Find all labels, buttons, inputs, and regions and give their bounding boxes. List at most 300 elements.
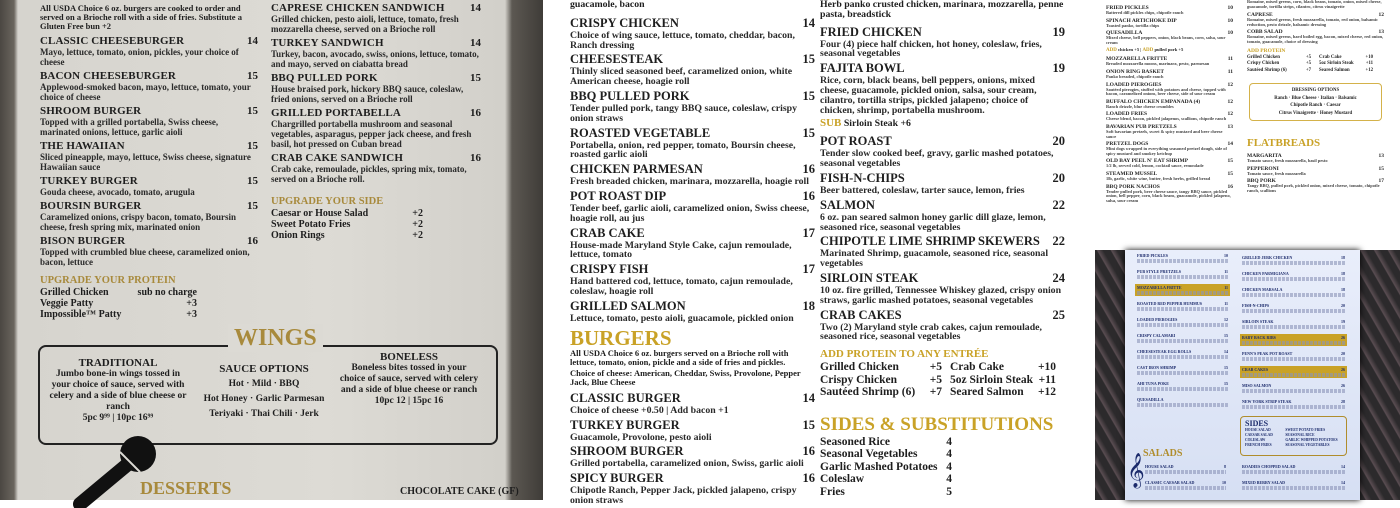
menu-item bbox=[40, 105, 258, 137]
menu-item bbox=[1106, 56, 1233, 67]
item-name: SIRLOIN STEAK bbox=[820, 270, 919, 285]
treble-clef-icon bbox=[1127, 450, 1143, 488]
traditional-desc: Jumbo bone-in wings tossed in your choice of sauce, served with celery and a side of blue cheese or ranch bbox=[49, 369, 187, 412]
option-item bbox=[40, 309, 205, 320]
item-name: SIRLOIN STEAK bbox=[1242, 319, 1274, 324]
item-name: FRIED CHICKEN bbox=[820, 24, 922, 39]
item-name: PRETZEL DOGS bbox=[1106, 141, 1149, 148]
boneless-title: BONELESS bbox=[379, 351, 439, 363]
add-protein-list bbox=[1247, 55, 1384, 75]
item-description bbox=[1242, 357, 1345, 361]
option-item bbox=[1247, 68, 1319, 75]
item-description bbox=[1242, 389, 1345, 393]
item-description: 10 oz. fire grilled, Tennessee Whiskey glazed, crispy onion straws, garlic mashed potatoes, seasonal vegetables bbox=[820, 284, 1062, 306]
item-name: ONION RING BASKET bbox=[1106, 68, 1165, 75]
add-label: ADD bbox=[1142, 48, 1154, 54]
side-item: SEASONAL VEGETABLES bbox=[1285, 443, 1330, 447]
item-price: 11 bbox=[1224, 301, 1228, 306]
item-price: 12 bbox=[1224, 317, 1228, 322]
option-price: +5 bbox=[1305, 61, 1311, 67]
item-description: 6 oz. pan seared salmon honey garlic dill glaze, lemon, seasoned rice, seasonal vegetables bbox=[820, 211, 1046, 233]
option-name: Seared Salmon bbox=[950, 386, 1024, 399]
item-price: 18 bbox=[1341, 255, 1345, 260]
menu-item bbox=[1240, 270, 1347, 282]
item-price: 10 bbox=[1222, 480, 1226, 485]
item-name: QUESADILLA bbox=[1106, 30, 1143, 37]
item-price: 22 bbox=[1052, 234, 1065, 249]
entree-list bbox=[1240, 254, 1347, 414]
traditional-title: TRADITIONAL bbox=[78, 357, 158, 369]
item-description: Caramelized onions, crispy bacon, tomato, Boursin cheese, fresh spring mix, marinated onion bbox=[40, 212, 237, 232]
sandwich-list bbox=[271, 2, 481, 184]
item-description: Turkey, bacon, avocado, swiss, onions, lettuce, tomato, and mayo, served on ciabatta bread bbox=[271, 49, 479, 69]
item-name: STEAMED MUSSEL bbox=[1106, 170, 1158, 177]
item-description: Grilled portabella, caramelized onion, Swiss, garlic aioli bbox=[570, 458, 804, 470]
item-price: 14 bbox=[802, 15, 815, 30]
item-description bbox=[1242, 261, 1345, 265]
burgers-intro: All USDA Choice 6 oz. burgers are cooked to order and served on a Brioche roll with a side of fries. Substitute a Gluten Free bun +2 bbox=[40, 3, 242, 31]
item-description: Mixed cheese, bell peppers, onion, black beans, corn, salsa, sour cream bbox=[1106, 35, 1226, 45]
item-price: 19 bbox=[1052, 61, 1065, 76]
menu-item bbox=[1247, 29, 1384, 44]
item-price: 16 bbox=[470, 107, 481, 119]
item-name: BBQ PORK NACHOS bbox=[1106, 183, 1160, 190]
item-name: BBQ PORK bbox=[1247, 178, 1276, 185]
burger-list bbox=[40, 35, 258, 267]
option-item bbox=[40, 287, 205, 298]
menu-item bbox=[1106, 141, 1233, 156]
item-price: 10 bbox=[1227, 30, 1233, 37]
flatbreads-title: FLATBREADS bbox=[1247, 137, 1321, 150]
item-price: 13 bbox=[1378, 29, 1384, 36]
menu-item bbox=[820, 171, 1065, 196]
menu-item bbox=[40, 140, 258, 172]
item-description bbox=[1242, 373, 1345, 377]
item-name: GRILLED JERK CHICKEN bbox=[1242, 255, 1293, 260]
menu-item bbox=[1106, 5, 1233, 16]
item-name: SALMON bbox=[820, 197, 875, 212]
item-name: CAPRESE bbox=[1247, 12, 1273, 19]
upgrade-protein-list bbox=[40, 287, 205, 320]
menu-item bbox=[1135, 316, 1230, 328]
item-price: 28 bbox=[1341, 399, 1345, 404]
item-description: Panko breaded, chipotle ranch bbox=[1106, 73, 1164, 79]
dessert-item: CHOCOLATE CAKE (GF) bbox=[400, 486, 519, 497]
item-price: 13 bbox=[1378, 153, 1384, 160]
option-name: Caesar or House Salad bbox=[271, 208, 369, 219]
item-price: 17 bbox=[802, 225, 815, 240]
side-item: FRENCH FRIES bbox=[1245, 443, 1272, 447]
item-description bbox=[1137, 355, 1228, 359]
menu-item bbox=[271, 107, 481, 149]
item-description bbox=[1242, 277, 1345, 281]
item-description bbox=[1137, 387, 1228, 391]
item-name: BACON CHEESEBURGER bbox=[40, 70, 176, 82]
option-price: +11 bbox=[1365, 61, 1373, 67]
item-description bbox=[1242, 309, 1345, 313]
item-price: 15 bbox=[247, 175, 258, 187]
item-name: ROADIES CHOPPED SALAD bbox=[1242, 464, 1296, 469]
option-price: +12 bbox=[1365, 67, 1373, 73]
item-price: 17 bbox=[802, 262, 815, 277]
flatbread-list bbox=[1247, 153, 1384, 193]
item-price: 25 bbox=[1052, 307, 1065, 322]
item-description: Tomato sauce, fresh mozzarella, basil pesto bbox=[1247, 158, 1328, 164]
option-item bbox=[950, 386, 1064, 399]
menu-item bbox=[570, 262, 815, 297]
item-price: 26 bbox=[1341, 367, 1345, 372]
item-price: 16 bbox=[802, 162, 815, 177]
menu-item bbox=[1106, 99, 1233, 110]
option-name: Seasoned Rice bbox=[820, 435, 890, 448]
item-price: 14 bbox=[802, 390, 815, 405]
item-name: CHIPOTLE LIME SHRIMP SKEWERS bbox=[820, 234, 1040, 249]
item-name: BISON BURGER bbox=[40, 235, 126, 247]
item-name: CHICKEN PARMESAN bbox=[570, 162, 703, 177]
item-description: Hand battered cod, lettuce, tomato, cajun remoulade, coleslaw, hoagie roll bbox=[570, 276, 793, 297]
item-description bbox=[1137, 323, 1228, 327]
appetizer-list bbox=[1106, 56, 1233, 203]
menu-item bbox=[820, 308, 1065, 343]
item-price: 15 bbox=[1378, 165, 1384, 172]
traditional-price: 5pc 9⁹⁹ | 10pc 16⁹⁹ bbox=[82, 413, 154, 423]
menu-item bbox=[1106, 18, 1233, 29]
item-price: 15 bbox=[1224, 333, 1228, 338]
option-name: Veggie Patty bbox=[40, 298, 94, 309]
option-price: 4 bbox=[946, 460, 952, 473]
item-price: 10 bbox=[1224, 253, 1228, 258]
option-name: Crispy Chicken bbox=[820, 373, 897, 386]
sandwiches-column bbox=[271, 2, 481, 241]
item-price: 11 bbox=[1227, 56, 1233, 63]
wings-title: WINGS bbox=[228, 324, 323, 352]
item-name: MARGARITA bbox=[1247, 153, 1282, 160]
menu-item bbox=[1106, 184, 1233, 204]
item-description bbox=[1137, 403, 1228, 407]
appetizer-list bbox=[1106, 5, 1233, 45]
item-name: CRISPY CHICKEN bbox=[570, 15, 679, 30]
item-description: Chipotle Ranch, Pepper Jack, pickled jalapeno, crispy onion straws bbox=[570, 485, 797, 506]
add-ons-line: ADD chicken +5 | ADD pulled pork +5 bbox=[1106, 47, 1184, 54]
menu-item bbox=[1106, 111, 1233, 122]
menu-item bbox=[1135, 348, 1230, 360]
item-description: House braised pork, hickory BBQ sauce, coleslaw, fried onions, served on a Brioche roll bbox=[271, 84, 464, 104]
side-item: HOUSE SALAD bbox=[1245, 428, 1271, 432]
menu-item bbox=[570, 299, 815, 324]
sides-title: SIDES bbox=[1245, 419, 1269, 428]
menu-item bbox=[1106, 69, 1233, 80]
item-price: 18 bbox=[802, 298, 815, 313]
menu-item bbox=[570, 89, 815, 124]
item-price: 12 bbox=[1227, 98, 1233, 105]
option-name: Impossible™ Patty bbox=[40, 309, 122, 320]
menu-item bbox=[1247, 178, 1384, 193]
item-price: 15 bbox=[247, 200, 258, 212]
item-price: 11 bbox=[1227, 68, 1233, 75]
menu-item bbox=[820, 234, 1065, 269]
menu-item bbox=[1240, 479, 1347, 491]
item-name: MOZZARELLA FRITTE bbox=[1106, 56, 1168, 63]
menu-item bbox=[40, 70, 258, 102]
item-price: 13 bbox=[1227, 123, 1233, 130]
add-protein-title: ADD PROTEIN TO ANY ENTRÉE bbox=[820, 348, 989, 361]
option-item bbox=[820, 386, 950, 399]
item-price: 18 bbox=[1341, 271, 1345, 276]
item-description: Rice, corn, black beans, bell peppers, onions, mixed cheese, guacamole, pickled onion, salsa, sour cream, cilantro, tortilla strips, pickled jalapeno; choice of chicken, shrimp, portabella mushroom. bbox=[820, 75, 1037, 116]
item-description bbox=[1242, 405, 1345, 409]
item-name: MOZZARELLA FRITTE bbox=[1137, 285, 1182, 290]
item-price: 14 bbox=[1227, 141, 1233, 148]
item-price: 14 bbox=[1224, 349, 1228, 354]
item-description: 1/2 lb, served cold, lemon, cocktail sauce, remoulade bbox=[1106, 163, 1204, 169]
option-name: Grilled Chicken bbox=[820, 361, 899, 374]
option-name: 5oz Sirloin Steak bbox=[950, 373, 1034, 386]
item-name: OLD BAY PEEL N' EAT SHRIMP bbox=[1106, 158, 1189, 165]
menu-item bbox=[570, 391, 815, 416]
menu-item bbox=[271, 152, 481, 184]
item-name: GRILLED SALMON bbox=[570, 298, 686, 313]
option-name: 5oz Sirloin Steak bbox=[1319, 61, 1354, 67]
option-price: +5 bbox=[929, 361, 942, 374]
menu-item bbox=[40, 200, 258, 232]
item-price: 16 bbox=[470, 152, 481, 164]
item-name: BBQ PULLED PORK bbox=[271, 72, 378, 84]
item-description bbox=[1145, 470, 1226, 474]
item-name: ROASTED RED PEPPER HUMMUS bbox=[1137, 301, 1203, 306]
menu-item bbox=[570, 162, 815, 187]
item-price: 11 bbox=[1224, 269, 1228, 274]
item-name: CLASSIC CHEESEBURGER bbox=[40, 35, 185, 47]
item-name: TURKEY SANDWICH bbox=[271, 37, 384, 49]
menu-item bbox=[1240, 254, 1347, 266]
menu-item bbox=[1240, 398, 1347, 410]
entree-list bbox=[820, 25, 1065, 116]
item-price: 15 bbox=[247, 70, 258, 82]
dressing-line: Citrus Vinaigrette · Honey Mustard bbox=[1278, 110, 1353, 116]
salads-column bbox=[1247, 0, 1384, 195]
menu-item bbox=[1143, 479, 1228, 491]
item-description bbox=[1242, 325, 1345, 329]
item-description: Tender pulled pork, tangy BBQ sauce, coleslaw, crispy onion straws bbox=[570, 102, 797, 124]
item-description bbox=[1137, 371, 1228, 375]
menu-item bbox=[570, 471, 815, 506]
item-price: 20 bbox=[1052, 134, 1065, 149]
menu-item bbox=[1247, 12, 1384, 27]
item-name: CHICKEN MARSALA bbox=[1242, 287, 1283, 292]
upgrade-protein-title: UPGRADE YOUR PROTEIN bbox=[40, 275, 176, 286]
menu-item bbox=[1240, 286, 1347, 298]
dressing-line: Ranch · Blue Cheese · Italian · Balsamic bbox=[1274, 95, 1357, 101]
item-price: 17 bbox=[1378, 178, 1384, 185]
item-price: 15 bbox=[802, 125, 815, 140]
menu-item bbox=[1135, 364, 1230, 376]
item-name: BAVARIAN PUB PRETZELS bbox=[1106, 123, 1177, 130]
option-price: +2 bbox=[412, 208, 423, 219]
salad-list bbox=[1247, 12, 1384, 44]
item-price: 15 bbox=[802, 417, 815, 432]
option-item bbox=[1319, 68, 1381, 75]
option-price: 5 bbox=[946, 485, 952, 498]
option-price: +11 bbox=[1038, 373, 1056, 386]
option-price: sub no charge bbox=[137, 287, 197, 298]
item-price: 11 bbox=[1224, 285, 1228, 290]
item-price: 15 bbox=[1224, 365, 1228, 370]
item-description: Battered dill pickles chips, chipotle ranch bbox=[1106, 10, 1184, 15]
option-price: +3 bbox=[186, 298, 197, 309]
item-price: 20 bbox=[1341, 303, 1345, 308]
menu-item bbox=[1240, 334, 1347, 346]
item-price: 15 bbox=[1224, 381, 1228, 386]
side-item: SWEET POTATO FRIES bbox=[1285, 428, 1326, 432]
menu-item bbox=[1240, 463, 1347, 475]
menu-item bbox=[1240, 350, 1347, 362]
menu-item bbox=[1135, 332, 1230, 344]
option-name: Crab Cake bbox=[950, 361, 1004, 374]
sandwich-list bbox=[570, 16, 815, 324]
item-price: 16 bbox=[802, 471, 815, 486]
item-name: CRISPY FISH bbox=[570, 262, 649, 277]
item-price: 18 bbox=[1341, 287, 1345, 292]
item-price: 24 bbox=[1052, 270, 1065, 285]
item-description: Tender slow cooked beef, gravy, garlic mashed potatoes, seasonal vegetables bbox=[820, 148, 1054, 170]
menu-item bbox=[1135, 284, 1230, 296]
item-price: 8 bbox=[1224, 464, 1226, 469]
option-item bbox=[820, 461, 960, 474]
item-name: TURKEY BURGER bbox=[570, 417, 680, 432]
item-name: CRAB CAKE SANDWICH bbox=[271, 152, 403, 164]
menu-item bbox=[40, 35, 258, 67]
item-description: Tender pulled pork, beer cheese sauce, tangy BBQ sauce, pickled onion, bell pepper, corn, black beans, guacamole, pickled jalapeno, salsa, sour cream bbox=[1106, 188, 1231, 203]
item-name: CRAB CAKE bbox=[570, 225, 645, 240]
option-item bbox=[820, 448, 960, 461]
menu-item bbox=[570, 52, 815, 87]
menu-item bbox=[1247, 166, 1384, 177]
menu-item bbox=[1106, 124, 1233, 139]
item-price: 12 bbox=[1227, 111, 1233, 118]
item-description bbox=[1145, 486, 1226, 490]
option-item bbox=[820, 361, 950, 374]
item-price: 19 bbox=[1341, 319, 1345, 324]
menu-item bbox=[1106, 30, 1233, 45]
item-name: COBB SALAD bbox=[1247, 29, 1283, 36]
item-price: 16 bbox=[802, 444, 815, 459]
item-price: 16 bbox=[1227, 183, 1233, 190]
item-description: Applewood-smoked bacon, mayo, lettuce, tomato, your choice of cheese bbox=[40, 82, 251, 102]
add-protein-list bbox=[820, 361, 1065, 399]
description-fragment: Herb panko crusted chicken, marinara, mozzarella, penne pasta, breadstick bbox=[820, 0, 1064, 20]
item-description: Thinly sliced seasoned beef, caramelized onion, white American cheese, hoagie roll bbox=[570, 66, 793, 88]
item-price: 10 bbox=[1227, 5, 1233, 11]
entree-list bbox=[820, 134, 1065, 342]
option-price: +7 bbox=[1305, 67, 1311, 73]
item-name: FRIED PICKLES bbox=[1106, 5, 1149, 11]
menu-item bbox=[40, 175, 258, 197]
item-name: NEW YORK STRIP STEAK bbox=[1242, 399, 1292, 404]
option-price: +10 bbox=[1037, 361, 1056, 374]
item-price: 14 bbox=[1341, 464, 1345, 469]
item-name: SHROOM BURGER bbox=[40, 105, 142, 117]
menu-item bbox=[1135, 380, 1230, 392]
item-name: SPINACH ARTICHOKE DIP bbox=[1106, 17, 1177, 24]
description-fragment: guacamole, bacon bbox=[570, 0, 645, 10]
item-description: Mini dogs wrapped in everything seasoned pretzel dough, side of spicy mustard and smokey ketchup bbox=[1106, 146, 1227, 156]
menu-item bbox=[1135, 268, 1230, 280]
menu-item bbox=[271, 37, 481, 69]
menu-photo-table bbox=[1095, 250, 1400, 500]
item-name: BABY BACK RIBS bbox=[1242, 335, 1276, 340]
item-name: ROASTED VEGETABLE bbox=[570, 125, 711, 140]
menu-item bbox=[820, 271, 1065, 306]
sides-list bbox=[1245, 428, 1342, 448]
sandwich-burger-column bbox=[570, 0, 815, 508]
menu-item bbox=[1106, 158, 1233, 169]
item-name: BBQ PULLED PORK bbox=[570, 88, 690, 103]
option-name: Fries bbox=[820, 485, 845, 498]
option-price: +5 bbox=[929, 373, 942, 386]
sub-label: SUB bbox=[820, 117, 842, 130]
item-price: 15 bbox=[470, 72, 481, 84]
menu-item bbox=[570, 126, 815, 161]
item-description: Toasted panko, tortilla chips bbox=[1106, 22, 1160, 28]
item-description: Cheese blend, bacon, pickled jalapenos, scallions, chipotle ranch bbox=[1106, 116, 1227, 122]
menu-item bbox=[1143, 463, 1228, 475]
item-description: Topped with crumbled blue cheese, caramelized onion, bacon, lettuce bbox=[40, 247, 250, 267]
description-fragment: Romaine, mixed greens, corn, black beans, tomato, onion, mixed cheese, guacamole, tortilla strips, cilantro, citrus vinaigrette bbox=[1247, 0, 1382, 9]
menu-item bbox=[570, 16, 815, 51]
burger-list bbox=[570, 391, 815, 506]
option-price: +10 bbox=[1365, 54, 1373, 60]
option-name: Crab Cake bbox=[1319, 54, 1342, 60]
item-name: CAPRESE CHICKEN SANDWICH bbox=[271, 2, 445, 14]
option-name: Grilled Chicken bbox=[1247, 54, 1280, 60]
menu-item bbox=[1240, 382, 1347, 394]
option-price: 4 bbox=[946, 473, 952, 486]
wings-sauce-options bbox=[200, 362, 328, 422]
option-item bbox=[950, 361, 1064, 374]
item-name: LOADED PIEROGIES bbox=[1106, 81, 1162, 88]
dressing-options-box bbox=[1249, 83, 1382, 121]
item-price: 14 bbox=[247, 35, 258, 47]
menu-item bbox=[1240, 302, 1347, 314]
item-name: CAST IRON SHRIMP bbox=[1137, 365, 1177, 370]
item-name: BUFFALO CHICKEN EMPANADA (4) bbox=[1106, 98, 1201, 105]
upgrade-side-list bbox=[271, 208, 431, 241]
dressing-title: DRESSING OPTIONS bbox=[1291, 88, 1340, 94]
item-description: Tangy BBQ, pulled pork, pickled onion, mixed cheese, tomato, chipotle ranch, scallions bbox=[1247, 183, 1380, 193]
item-description bbox=[1137, 307, 1228, 311]
option-item bbox=[820, 436, 960, 449]
item-price: 10 bbox=[1227, 17, 1233, 24]
item-description: Sliced pineapple, mayo, lettuce, Swiss cheese, signature Hawaiian sauce bbox=[40, 152, 251, 172]
item-name: CHEESESTEAK EGG ROLLS bbox=[1137, 349, 1192, 354]
item-name: FISH-N-CHIPS bbox=[1242, 303, 1270, 308]
sides-list bbox=[820, 436, 960, 499]
option-name: Sweet Potato Fries bbox=[271, 219, 351, 230]
item-name: SPICY BURGER bbox=[570, 471, 664, 486]
wings-traditional bbox=[48, 358, 188, 424]
boneless-desc: Boneless bites tossed in your choice of sauce, served with celery and a side of blue cheese or ranch bbox=[339, 363, 479, 395]
menu-item bbox=[1240, 366, 1347, 378]
menu-item bbox=[40, 235, 258, 267]
menu-item bbox=[271, 2, 481, 34]
menu-item bbox=[820, 134, 1065, 169]
item-name: CRAB CAKES bbox=[1242, 367, 1269, 372]
sides-title: SIDES & SUBSTITUTIONS bbox=[820, 413, 1054, 435]
item-name: LOADED FRIES bbox=[1106, 111, 1148, 118]
item-price: 15 bbox=[247, 140, 258, 152]
item-description bbox=[1242, 486, 1345, 490]
item-price: 15 bbox=[802, 88, 815, 103]
